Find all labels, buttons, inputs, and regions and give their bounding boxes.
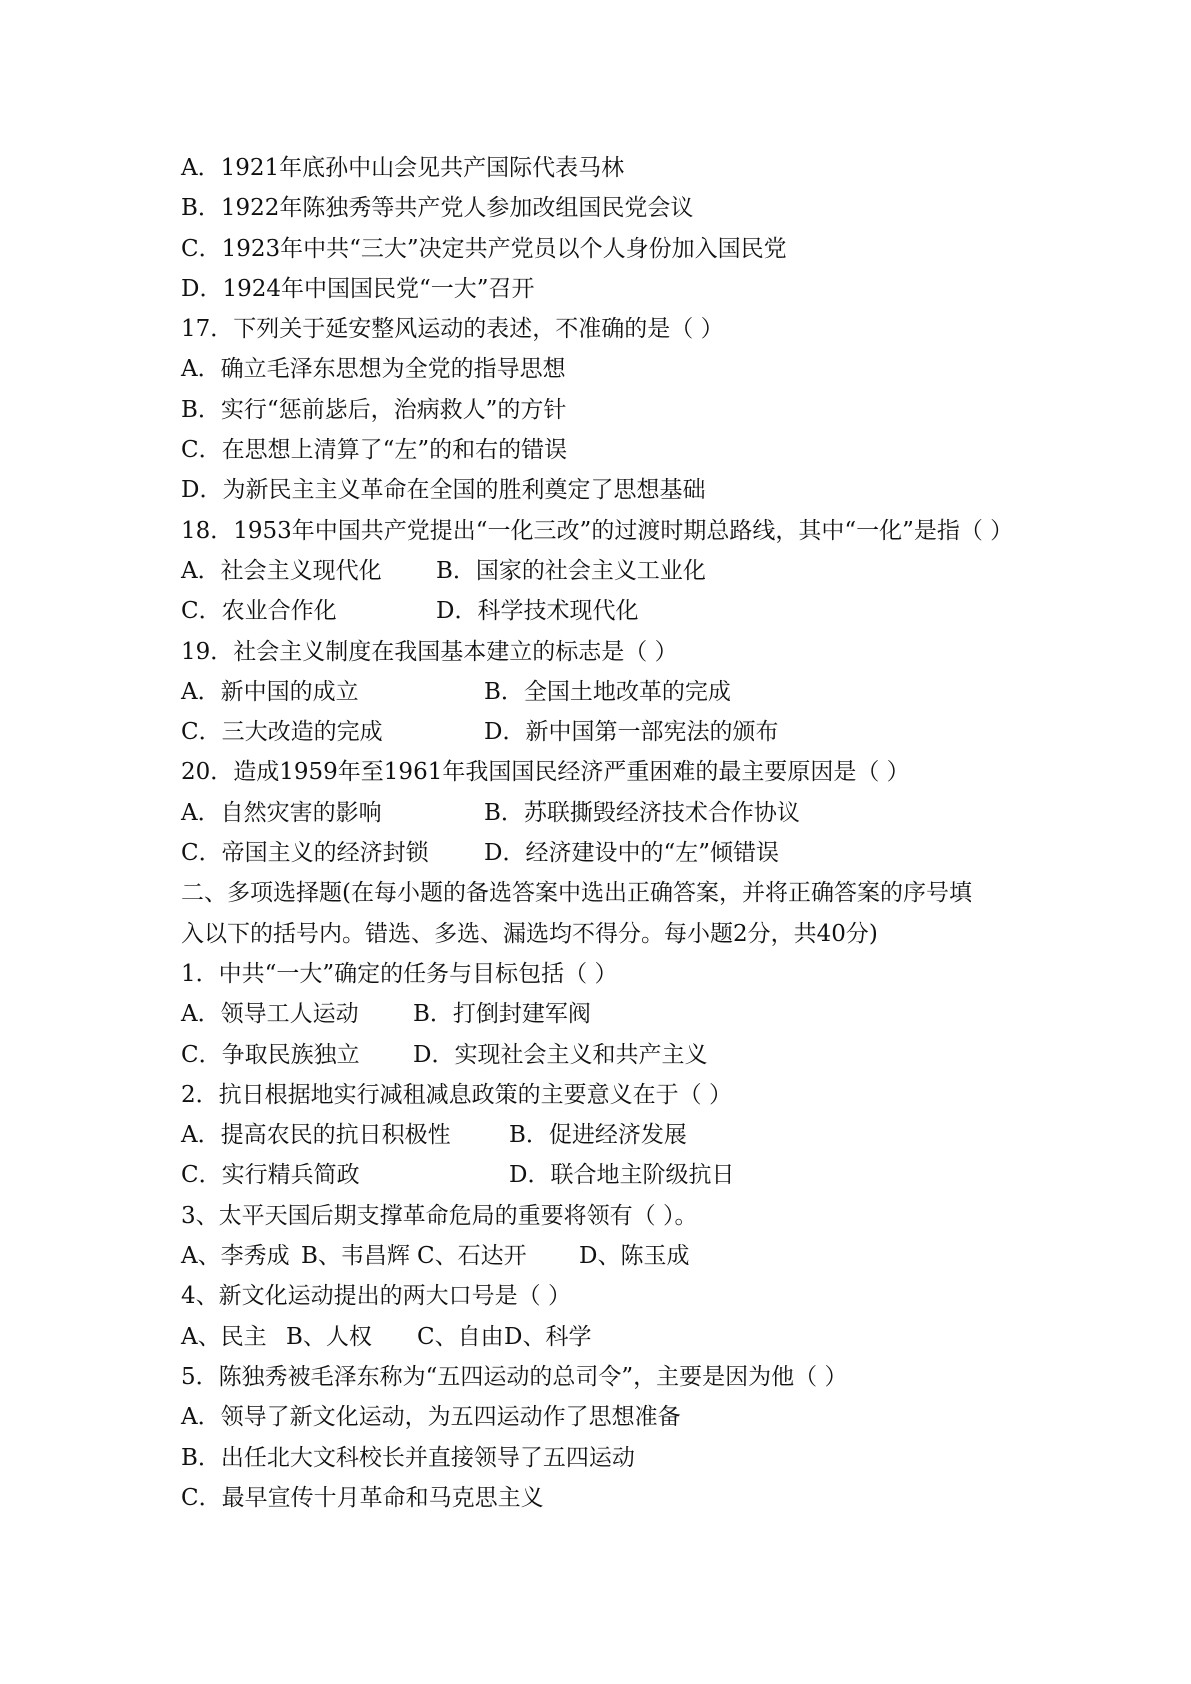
q18-option-b: B．国家的社会主义工业化 — [436, 557, 706, 584]
m2-option-a: A．提高农民的抗日积极性 — [181, 1122, 451, 1149]
q17-stem: 17．下列关于延安整风运动的表述，不准确的是（ ） — [181, 316, 724, 343]
m1-options-row-1 — [181, 994, 1031, 1034]
q20-option-a: A．自然灾害的影响 — [181, 799, 382, 826]
q18-stem: 18．1953年中国共产党提出“一化三改”的过渡时期总路线，其中“一化”是指（ ） — [181, 517, 1014, 544]
m4-option-a: A、民主 — [181, 1323, 267, 1350]
m1-option-b: B．打倒封建军阀 — [413, 1001, 591, 1028]
q19-options-row-2 — [181, 712, 1031, 752]
q17-option-b: B．实行“惩前毖后，治病救人”的方针 — [181, 396, 567, 423]
m1-options-row-2 — [181, 1035, 1031, 1075]
q19-option-d: D．新中国第一部宪法的颁布 — [484, 719, 779, 746]
m2-option-b: B．促进经济发展 — [509, 1122, 687, 1149]
m1-option-d: D．实现社会主义和共产主义 — [413, 1041, 708, 1068]
q16-option-a: A．1921年底孙中山会见共产国际代表马林 — [181, 155, 625, 181]
m5-option-c: C．最早宣传十月革命和马克思主义 — [181, 1484, 544, 1511]
q20-stem: 20．造成1959年至1961年我国国民经济严重困难的最主要原因是（ ） — [181, 759, 910, 786]
m3-option-d: D、陈玉成 — [579, 1243, 690, 1270]
m4-option-d: D、科学 — [504, 1323, 592, 1350]
q19-option-b: B．全国土地改革的完成 — [484, 678, 731, 705]
m4-option-c: C、自由 — [417, 1323, 504, 1350]
q20-option-c: C．帝国主义的经济封锁 — [181, 840, 429, 867]
q18-option-c: C．农业合作化 — [181, 598, 337, 625]
m2-option-d: D．联合地主阶级抗日 — [509, 1162, 735, 1189]
q16-option-d: D．1924年中国国民党“一大”召开 — [181, 275, 535, 302]
q20-options-row-2 — [181, 833, 1031, 873]
q18-options-row-2 — [181, 591, 1031, 631]
m3-option-b: B、韦昌辉 — [301, 1243, 410, 1270]
q19-option-c: C．三大改造的完成 — [181, 719, 383, 746]
m1-option-c: C．争取民族独立 — [181, 1041, 360, 1068]
m3-option-a: A、李秀成 — [181, 1243, 290, 1270]
m3-option-c: C、石达开 — [417, 1243, 527, 1270]
m2-options-row-2 — [181, 1155, 1031, 1195]
section2-heading-line-2: 入以下的括号内。错选、多选、漏选均不得分。每小题2分，共40分) — [181, 920, 878, 947]
q19-option-a: A．新中国的成立 — [181, 678, 359, 705]
q16-option-c: C．1923年中共“三大”决定共产党员以个人身份加入国民党 — [181, 235, 787, 262]
q16-option-b: B．1922年陈独秀等共产党人参加改组国民党会议 — [181, 195, 694, 222]
m4-options-row — [181, 1317, 1031, 1357]
q20-option-d: D．经济建设中的“左”倾错误 — [484, 840, 779, 867]
m2-option-c: C．实行精兵简政 — [181, 1162, 360, 1189]
exam-content — [181, 148, 1031, 1518]
m2-options-row-1 — [181, 1115, 1031, 1155]
section2-heading-line-1: 二、多项选择题(在每小题的备选答案中选出正确答案，并将正确答案的序号填 — [181, 880, 972, 907]
q17-option-a: A．确立毛泽东思想为全党的指导思想 — [181, 356, 566, 383]
q18-option-a: A．社会主义现代化 — [181, 557, 382, 584]
q18-option-d: D．科学技术现代化 — [436, 598, 639, 625]
m3-stem: 3、太平天国后期支撑革命危局的重要将领有（ ）。 — [181, 1202, 698, 1229]
m3-options-row — [181, 1236, 1031, 1276]
q18-options-row-1 — [181, 551, 1031, 591]
m5-option-a: A．领导了新文化运动，为五四运动作了思想准备 — [181, 1404, 681, 1431]
q20-option-b: B．苏联撕毁经济技术合作协议 — [484, 799, 800, 826]
m1-stem: 1．中共“一大”确定的任务与目标包括（ ） — [181, 960, 618, 987]
m4-stem: 4、新文化运动提出的两大口号是（ ） — [181, 1283, 571, 1310]
m5-stem: 5．陈独秀被毛泽东称为“五四运动的总司令”，主要是因为他（ ） — [181, 1363, 848, 1390]
m4-option-b: B、人权 — [286, 1323, 372, 1350]
q20-options-row-1 — [181, 793, 1031, 833]
m2-stem: 2．抗日根据地实行减租减息政策的主要意义在于（ ） — [181, 1081, 732, 1108]
q19-stem: 19．社会主义制度在我国基本建立的标志是（ ） — [181, 638, 678, 665]
m5-option-b: B．出任北大文科校长并直接领导了五四运动 — [181, 1444, 635, 1471]
q17-option-d: D．为新民主主义革命在全国的胜利奠定了思想基础 — [181, 477, 706, 504]
m1-option-a: A．领导工人运动 — [181, 1001, 359, 1028]
q17-option-c: C．在思想上清算了“左”的和右的错误 — [181, 437, 568, 464]
q19-options-row-1 — [181, 672, 1031, 712]
